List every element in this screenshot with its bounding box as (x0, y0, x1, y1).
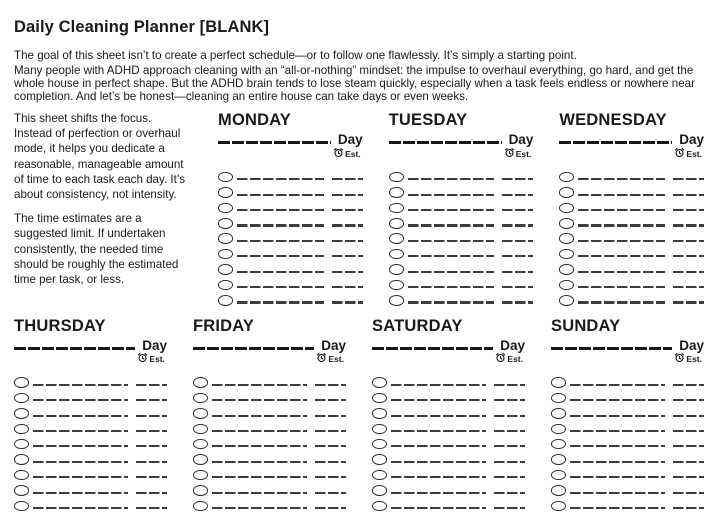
task-checkbox-circle (551, 485, 566, 496)
task-blank-line (578, 224, 665, 226)
estimate-blank-line (136, 415, 167, 417)
task-row (372, 387, 525, 402)
task-blank-line (237, 255, 324, 257)
task-checkbox-circle (551, 501, 566, 512)
estimate-blank-line (315, 507, 346, 509)
task-row (389, 166, 534, 181)
task-checkbox-circle (551, 454, 566, 465)
task-row (559, 166, 704, 181)
planner-top-row (14, 111, 704, 305)
estimate-blank-line (502, 255, 533, 257)
task-row (389, 274, 534, 289)
estimate-blank-line (136, 492, 167, 494)
page-title: Daily Cleaning Planner [BLANK] (14, 18, 270, 36)
task-checkbox-circle (559, 187, 574, 198)
task-checkbox-circle (14, 424, 29, 435)
estimate-header (193, 354, 346, 365)
task-checkbox-circle (551, 408, 566, 419)
task-row (559, 228, 704, 243)
task-checkbox-circle (14, 377, 29, 388)
estimate-header (14, 354, 167, 365)
task-blank-line (578, 301, 665, 303)
day-label: Day (679, 132, 704, 147)
task-row (193, 495, 346, 510)
intro-paragraph: Many people with ADHD approach cleaning with an “all-or-nothing” mindset: the impulse to overhaul everything, go hard, and get the whole house in perfect shape. But the ADHD brain tends to lose steam quickly, especially when a task feels endless or nowhere near completion. And let’s be honest—cleaning an entire house can take days or even weeks. (14, 64, 695, 103)
task-checkbox-circle (14, 408, 29, 419)
day-heading: TUESDAY (388, 111, 468, 129)
task-row (559, 212, 704, 227)
task-row (559, 258, 704, 273)
task-blank-line (212, 415, 307, 417)
task-checkbox-circle (389, 249, 404, 260)
task-blank-line (237, 301, 324, 303)
task-row (218, 289, 363, 304)
estimate-blank-line (494, 507, 525, 509)
task-blank-line (237, 209, 324, 211)
task-checkbox-circle (389, 203, 404, 214)
estimate-blank-line (332, 240, 363, 242)
day-name-blank-line (193, 347, 314, 350)
estimate-blank-line (332, 255, 363, 257)
task-blank-line (237, 178, 324, 180)
task-blank-line (391, 492, 486, 494)
task-row (372, 402, 525, 417)
task-blank-line (570, 399, 665, 401)
task-row (389, 243, 534, 258)
task-list (372, 372, 525, 511)
task-list (551, 372, 704, 511)
task-row (551, 495, 704, 510)
task-blank-line (578, 255, 665, 257)
task-checkbox-circle (389, 172, 404, 183)
task-row (551, 479, 704, 494)
estimate-blank-line (332, 224, 363, 226)
task-checkbox-circle (559, 264, 574, 275)
task-blank-line (33, 399, 128, 401)
task-blank-line (391, 415, 486, 417)
task-row (193, 479, 346, 494)
estimate-blank-line (502, 178, 533, 180)
task-blank-line (570, 430, 665, 432)
task-checkbox-circle (551, 424, 566, 435)
task-checkbox-circle (372, 424, 387, 435)
task-blank-line (212, 430, 307, 432)
day-label: Day (337, 132, 363, 147)
task-row (218, 212, 363, 227)
task-checkbox-circle (193, 501, 208, 512)
task-blank-line (391, 507, 486, 509)
estimate-blank-line (494, 384, 525, 386)
estimate-header (389, 148, 534, 159)
estimate-blank-line (673, 255, 704, 257)
task-blank-line (33, 384, 128, 386)
task-row (14, 402, 167, 417)
intro-section (14, 49, 704, 103)
estimate-blank-line (673, 384, 704, 386)
day-column-saturday (372, 317, 525, 511)
estimate-blank-line (315, 415, 346, 417)
task-checkbox-circle (218, 295, 233, 306)
task-checkbox-circle (372, 501, 387, 512)
task-blank-line (570, 507, 665, 509)
task-row (14, 433, 167, 448)
estimate-blank-line (494, 430, 525, 432)
task-row (559, 181, 704, 196)
alarm-clock-icon (674, 145, 685, 163)
day-name-blank-line (372, 347, 493, 350)
task-blank-line (578, 286, 665, 288)
planner-bottom-row (14, 317, 704, 511)
estimate-blank-line (502, 301, 533, 303)
estimate-blank-line (315, 399, 346, 401)
task-blank-line (570, 492, 665, 494)
estimate-blank-line (673, 399, 704, 401)
day-heading: SATURDAY (372, 316, 463, 335)
estimate-blank-line (494, 415, 525, 417)
task-blank-line (391, 430, 486, 432)
task-checkbox-circle (218, 264, 233, 275)
task-blank-line (33, 415, 128, 417)
task-checkbox-circle (372, 377, 387, 388)
task-blank-line (570, 415, 665, 417)
task-checkbox-circle (14, 501, 29, 512)
estimate-blank-line (315, 445, 346, 447)
sidebar-note: The time estimates are a suggested limit. If undertaken consistently, the needed time should be roughly the estimated time per task, or less. (14, 212, 179, 287)
estimate-blank-line (502, 271, 533, 273)
estimate-blank-line (673, 286, 704, 288)
task-blank-line (212, 461, 307, 463)
day-name-blank-line (218, 141, 331, 144)
task-blank-line (237, 271, 324, 273)
task-blank-line (212, 384, 307, 386)
task-blank-line (408, 194, 495, 196)
estimate-blank-line (494, 399, 525, 401)
estimate-blank-line (502, 286, 533, 288)
task-row (551, 387, 704, 402)
estimate-blank-line (673, 271, 704, 273)
task-row (193, 402, 346, 417)
task-blank-line (212, 476, 307, 478)
estimate-header (551, 354, 704, 365)
task-blank-line (33, 507, 128, 509)
task-row (372, 418, 525, 433)
task-blank-line (408, 178, 495, 180)
task-blank-line (33, 430, 128, 432)
day-heading: SUNDAY (551, 316, 621, 335)
task-row (551, 448, 704, 463)
task-blank-line (570, 445, 665, 447)
task-blank-line (578, 178, 665, 180)
task-row (559, 243, 704, 258)
task-row (218, 166, 363, 181)
estimate-blank-line (315, 461, 346, 463)
estimate-label: Est. (686, 354, 702, 365)
task-row (14, 387, 167, 402)
day-column-friday (193, 317, 346, 511)
task-blank-line (570, 384, 665, 386)
task-blank-line (391, 476, 486, 478)
task-list (193, 372, 346, 511)
estimate-blank-line (136, 461, 167, 463)
estimate-blank-line (673, 507, 704, 509)
task-checkbox-circle (218, 187, 233, 198)
task-row (372, 433, 525, 448)
day-name-blank-line (551, 347, 672, 350)
task-row (559, 289, 704, 304)
task-blank-line (570, 476, 665, 478)
task-row (389, 258, 534, 273)
estimate-blank-line (673, 178, 704, 180)
intro-paragraph: The goal of this sheet isn’t to create a perfect schedule—or to follow one flawlessly. It’s simply a starting point. (14, 49, 577, 62)
task-row (193, 418, 346, 433)
task-blank-line (33, 445, 128, 447)
task-row (14, 372, 167, 387)
day-label: Day (321, 337, 346, 353)
day-heading: THURSDAY (14, 316, 106, 335)
day-heading: WEDNESDAY (559, 111, 667, 129)
task-row (14, 479, 167, 494)
task-blank-line (578, 209, 665, 211)
task-row (218, 258, 363, 273)
task-row (551, 372, 704, 387)
task-checkbox-circle (389, 295, 404, 306)
task-checkbox-circle (218, 203, 233, 214)
estimate-blank-line (136, 445, 167, 447)
task-list (389, 166, 534, 305)
task-list (14, 372, 167, 511)
task-blank-line (391, 461, 486, 463)
estimate-blank-line (494, 476, 525, 478)
task-checkbox-circle (389, 218, 404, 229)
task-blank-line (578, 271, 665, 273)
task-checkbox-circle (389, 233, 404, 244)
task-checkbox-circle (14, 454, 29, 465)
estimate-header (372, 354, 525, 365)
day-column-monday (218, 111, 363, 305)
task-row (218, 274, 363, 289)
task-row (389, 289, 534, 304)
task-blank-line (408, 271, 495, 273)
task-blank-line (33, 492, 128, 494)
task-row (372, 464, 525, 479)
task-checkbox-circle (372, 485, 387, 496)
task-row (218, 243, 363, 258)
estimate-blank-line (673, 445, 704, 447)
task-row (551, 464, 704, 479)
task-checkbox-circle (559, 295, 574, 306)
estimate-blank-line (673, 240, 704, 242)
estimate-blank-line (502, 209, 533, 211)
estimate-blank-line (332, 301, 363, 303)
estimate-blank-line (315, 492, 346, 494)
estimate-blank-line (673, 430, 704, 432)
day-name-blank-line (559, 141, 672, 144)
day-name-blank-line (14, 347, 135, 350)
task-blank-line (33, 461, 128, 463)
task-list (559, 166, 704, 305)
task-checkbox-circle (218, 233, 233, 244)
estimate-blank-line (502, 194, 533, 196)
day-label: Day (508, 132, 534, 147)
day-column-tuesday (389, 111, 534, 305)
task-row (372, 479, 525, 494)
estimate-blank-line (494, 461, 525, 463)
estimate-blank-line (502, 224, 533, 226)
alarm-clock-icon (137, 350, 148, 368)
task-row (389, 212, 534, 227)
estimate-blank-line (315, 430, 346, 432)
estimate-blank-line (136, 384, 167, 386)
task-checkbox-circle (389, 280, 404, 291)
task-row (193, 433, 346, 448)
task-row (389, 197, 534, 212)
task-blank-line (33, 476, 128, 478)
task-blank-line (237, 224, 324, 226)
task-checkbox-circle (193, 424, 208, 435)
task-checkbox-circle (218, 280, 233, 291)
task-blank-line (212, 399, 307, 401)
task-blank-line (212, 507, 307, 509)
task-row (14, 418, 167, 433)
sidebar-notes (14, 111, 192, 305)
estimate-blank-line (673, 209, 704, 211)
task-blank-line (237, 194, 324, 196)
day-heading: FRIDAY (193, 316, 255, 335)
estimate-label: Est. (345, 148, 361, 159)
estimate-blank-line (673, 461, 704, 463)
task-blank-line (408, 240, 495, 242)
estimate-blank-line (332, 271, 363, 273)
task-checkbox-circle (218, 218, 233, 229)
estimate-label: Est. (328, 354, 344, 365)
task-row (551, 418, 704, 433)
estimate-blank-line (494, 445, 525, 447)
alarm-clock-icon (316, 350, 327, 368)
estimate-blank-line (673, 194, 704, 196)
estimate-blank-line (673, 224, 704, 226)
task-row (193, 387, 346, 402)
day-name-blank-line (389, 141, 502, 144)
day-column-wednesday (559, 111, 704, 305)
estimate-label: Est. (515, 148, 532, 159)
task-blank-line (408, 224, 495, 226)
task-blank-line (408, 209, 495, 211)
task-checkbox-circle (193, 377, 208, 388)
estimate-blank-line (332, 178, 363, 180)
task-row (372, 495, 525, 510)
task-row (193, 448, 346, 463)
estimate-label: Est. (686, 148, 702, 159)
task-blank-line (391, 384, 486, 386)
task-checkbox-circle (193, 408, 208, 419)
estimate-blank-line (494, 492, 525, 494)
estimate-blank-line (673, 415, 704, 417)
day-heading: MONDAY (218, 111, 292, 129)
alarm-clock-icon (333, 145, 344, 163)
estimate-blank-line (136, 507, 167, 509)
task-blank-line (212, 492, 307, 494)
task-row (389, 228, 534, 243)
task-blank-line (578, 194, 665, 196)
task-row (218, 197, 363, 212)
task-checkbox-circle (551, 377, 566, 388)
task-blank-line (408, 255, 495, 257)
day-column-thursday (14, 317, 167, 511)
estimate-blank-line (136, 476, 167, 478)
task-checkbox-circle (389, 187, 404, 198)
estimate-blank-line (315, 476, 346, 478)
task-row (559, 197, 704, 212)
task-blank-line (408, 286, 495, 288)
estimate-header (559, 148, 704, 159)
task-row (551, 433, 704, 448)
task-checkbox-circle (14, 485, 29, 496)
alarm-clock-icon (495, 350, 506, 368)
task-blank-line (570, 461, 665, 463)
task-blank-line (408, 301, 495, 303)
estimate-label: Est. (507, 354, 523, 365)
estimate-blank-line (136, 430, 167, 432)
task-row (218, 181, 363, 196)
estimate-blank-line (673, 301, 704, 303)
estimate-blank-line (673, 492, 704, 494)
task-blank-line (237, 286, 324, 288)
task-checkbox-circle (372, 408, 387, 419)
task-row (218, 228, 363, 243)
task-checkbox-circle (389, 264, 404, 275)
task-checkbox-circle (372, 454, 387, 465)
estimate-blank-line (502, 240, 533, 242)
task-row (389, 181, 534, 196)
estimate-label: Est. (149, 354, 165, 365)
task-row (372, 372, 525, 387)
task-checkbox-circle (193, 454, 208, 465)
day-column-sunday (551, 317, 704, 511)
estimate-blank-line (673, 476, 704, 478)
task-blank-line (391, 445, 486, 447)
task-row (14, 495, 167, 510)
task-row (14, 448, 167, 463)
task-blank-line (391, 399, 486, 401)
task-row (193, 372, 346, 387)
task-blank-line (212, 445, 307, 447)
task-row (14, 464, 167, 479)
task-row (551, 402, 704, 417)
task-row (193, 464, 346, 479)
task-checkbox-circle (559, 218, 574, 229)
task-checkbox-circle (193, 485, 208, 496)
task-blank-line (237, 240, 324, 242)
day-label: Day (679, 337, 704, 353)
alarm-clock-icon (674, 350, 685, 368)
task-row (559, 274, 704, 289)
estimate-blank-line (315, 384, 346, 386)
estimate-blank-line (332, 286, 363, 288)
day-label: Day (500, 337, 525, 353)
task-list (218, 166, 363, 305)
estimate-blank-line (332, 194, 363, 196)
alarm-clock-icon (504, 145, 515, 163)
sidebar-note: This sheet shifts the focus. Instead of perfection or overhaul mode, it helps you dedicate a reasonable, manageable amount of time to each task each day. It’s about consistency, not intensity. (14, 112, 185, 202)
estimate-blank-line (136, 399, 167, 401)
day-label: Day (142, 337, 167, 353)
estimate-header (218, 148, 363, 159)
estimate-blank-line (332, 209, 363, 211)
task-row (372, 448, 525, 463)
task-blank-line (578, 240, 665, 242)
